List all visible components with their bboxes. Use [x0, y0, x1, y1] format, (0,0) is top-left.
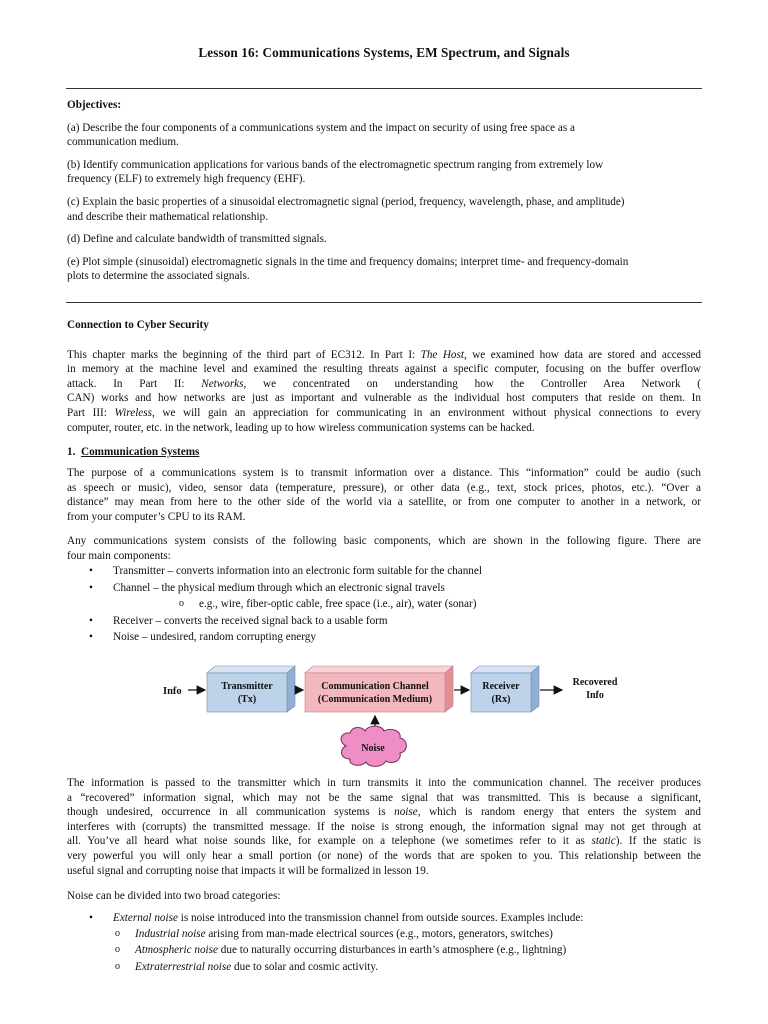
info-label: Info [163, 686, 182, 697]
noise-categories-intro: Noise can be divided into two broad categories: [67, 890, 281, 902]
objective-c [67, 195, 701, 224]
objective-a [67, 121, 701, 150]
recovered-label: Recovered [572, 677, 618, 688]
section-title: Communication Systems [80, 446, 200, 458]
recovered-info-label: Info [586, 690, 604, 701]
objective-line: communication medium. [67, 136, 179, 149]
objective-line: frequency (ELF) to extremely high frequency (EHF). [67, 173, 306, 186]
objective-b [67, 158, 701, 187]
noise-paragraph: The information is passed to the transmitter which in turn transmits it into the communication channel. The receiver produces a “recovered” information signal, which may not be the same signal that was transmitted. This is because a significant, though undesired, occurrence in all communication systems is noise, which is random energy that enters the system and interferes with (corrupts) the transmitted message. If the noise is strong enough, the information signal may not get through at all. You’ve all heard what noise sounds like, for example on a telephone (we sometimes refer to it as static). If the static is very powerful you will only hear a small portion (or none) of the words that are spoken to you. This relationship between the useful signal and corrupting noise that impacts it will be formalized in lesson 19. [67, 777, 701, 877]
list-item: • Noise – undesired, random corrupting energy [89, 631, 316, 644]
receiver-box [471, 666, 539, 712]
receiver-abbr: (Rx) [491, 694, 511, 705]
divider [66, 88, 702, 89]
transmitter-box [207, 666, 295, 712]
list-item: • Receiver – converts the received signal back to a usable form [89, 614, 388, 627]
purpose-paragraph: The purpose of a communications system is to transmit information over a distance. This “information” could be audio (such as speech or music), video, sensor data (temperature, pressure), or other data (e.g., text, stock prices, photos, etc.). “Over a distance” may mean from here to the other side of the world via a satellite, or from one computer to another in a network, or from your computer’s CPU to its RAM. [67, 467, 701, 523]
objective-line: (d) Define and calculate bandwidth of transmitted signals. [67, 233, 327, 246]
communication-system-diagram [150, 660, 630, 780]
channel-box [305, 666, 453, 712]
list-sub-item: o Industrial noise arising from man-made electrical sources (e.g., motors, generators, switches) [115, 928, 553, 941]
objective-line: (e) Plot simple (sinusoidal) electromagnetic signals in the time and frequency domains; interpret time- and frequency-domain [67, 255, 629, 268]
section-1-heading [67, 445, 701, 460]
divider [66, 302, 702, 303]
cyber-section [67, 318, 701, 435]
noise-label: Noise [361, 743, 385, 754]
transmitter-label: Transmitter [221, 681, 273, 692]
receiver-label: Receiver [482, 681, 520, 692]
objective-line: (a) Describe the four components of a communications system and the impact on security of using free space as a [67, 121, 575, 134]
list-sub-item: o e.g., wire, fiber-optic cable, free space (i.e., air), water (sonar) [179, 598, 477, 611]
list-item: • Channel – the physical medium through which an electronic signal travels [89, 581, 445, 594]
list-sub-item: o Atmospheric noise due to naturally occurring disturbances in earth’s atmosphere (e.g., lightning) [115, 944, 567, 957]
objective-line: (c) Explain the basic properties of a sinusoidal electromagnetic signal (period, frequency, wavelength, phase, and amplitude) [67, 195, 625, 208]
cyber-paragraph: This chapter marks the beginning of the third part of EC312. In Part I: The Host, we examined how data are stored and accessed in memory at the machine level and examined the resulting threats against a specific computer, focusing on the buffer overflow attack. In Part II: Networks, we concentrated on understanding how the Controller Area Network ( CAN) works and how networks are just as important and vulnerable as the individual host computers that reside on them. In Part III: Wireless, we will gain an appreciation for communicating in an environment without physical connections to every computer, router, etc. in the network, leading up to how wireless communication systems can be hacked. [67, 348, 702, 434]
objective-line: plots to determine the associated signals. [67, 270, 250, 283]
objective-e [67, 255, 701, 284]
transmitter-abbr: (Tx) [237, 694, 257, 705]
noise-cloud [341, 726, 406, 766]
list-sub-item: o Extraterrestrial noise due to solar and cosmic activity. [115, 960, 379, 973]
objectives-heading: Objectives: [67, 99, 122, 111]
list-item: • Transmitter – converts information into an electronic form suitable for the channel [89, 565, 482, 577]
channel-medium-label: (Communication Medium) [317, 694, 433, 705]
noise-list [67, 911, 701, 976]
objectives-section [67, 98, 701, 284]
section-number: 1. [67, 446, 76, 458]
objective-d [67, 232, 701, 247]
channel-label: Communication Channel [321, 681, 429, 692]
components-paragraph: Any communications system consists of the following basic components, which are shown in the following figure. There are four main components: [67, 535, 701, 562]
objective-line: and describe their mathematical relationship. [67, 210, 268, 223]
objective-line: (b) Identify communication applications for various bands of the electromagnetic spectrum ranging from extremely low [67, 158, 604, 171]
components-list [67, 564, 701, 647]
list-item: • External noise is noise introduced into the transmission channel from outside sources. Examples include: [89, 912, 584, 924]
page-title: Lesson 16: Communications Systems, EM Spectrum, and Signals [198, 45, 570, 60]
cyber-heading: Connection to Cyber Security [67, 319, 209, 331]
